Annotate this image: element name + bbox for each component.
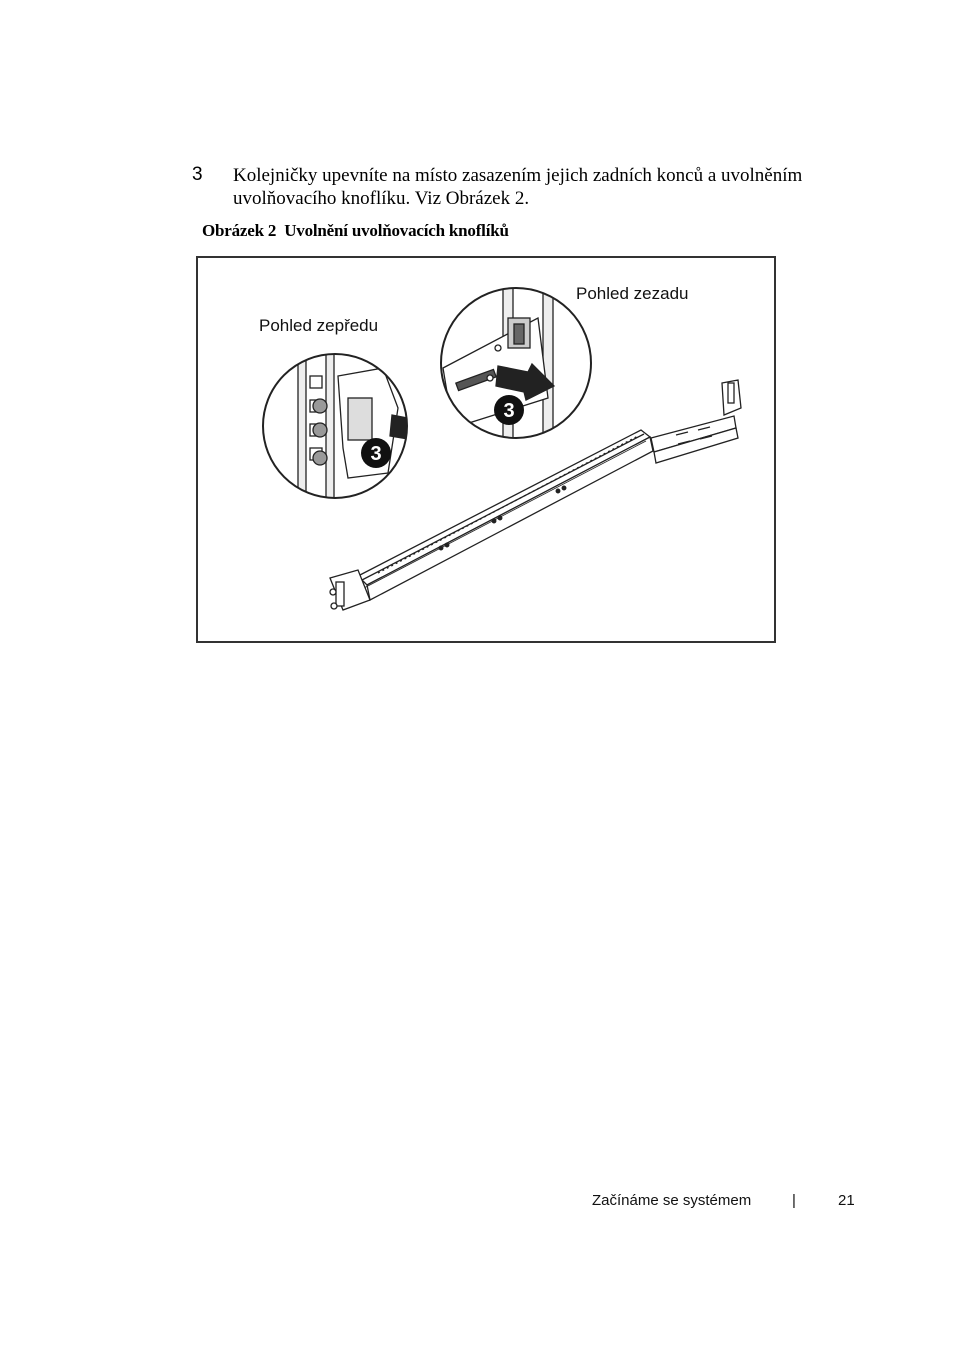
rear-badge-number: 3 xyxy=(503,400,515,422)
page-number: 21 xyxy=(838,1192,855,1209)
rear-badge xyxy=(494,395,524,425)
front-view-detail xyxy=(298,348,440,508)
figure-frame xyxy=(196,256,776,643)
label-front-view: Pohled zepředu xyxy=(259,316,379,335)
step-text: Kolejničky upevníte na místo zasazením jejich zadních konců a uvolněním uvolňovacího knoflíku. Viz Obrázek 2. xyxy=(233,165,803,209)
step-number: 3 xyxy=(192,164,203,185)
figure-caption-prefix: Obrázek 2 xyxy=(202,221,277,240)
footer-separator: | xyxy=(792,1192,796,1209)
label-rear-view: Pohled zezadu xyxy=(576,284,689,303)
rear-view-detail xyxy=(443,286,554,446)
figure-caption xyxy=(202,221,509,241)
footer-section-title: Začínáme se systémem xyxy=(592,1192,752,1209)
front-badge xyxy=(361,438,391,468)
front-badge-number: 3 xyxy=(370,443,382,465)
figure-caption-title: Uvolnění uvolňovacích knoflíků xyxy=(284,221,509,240)
